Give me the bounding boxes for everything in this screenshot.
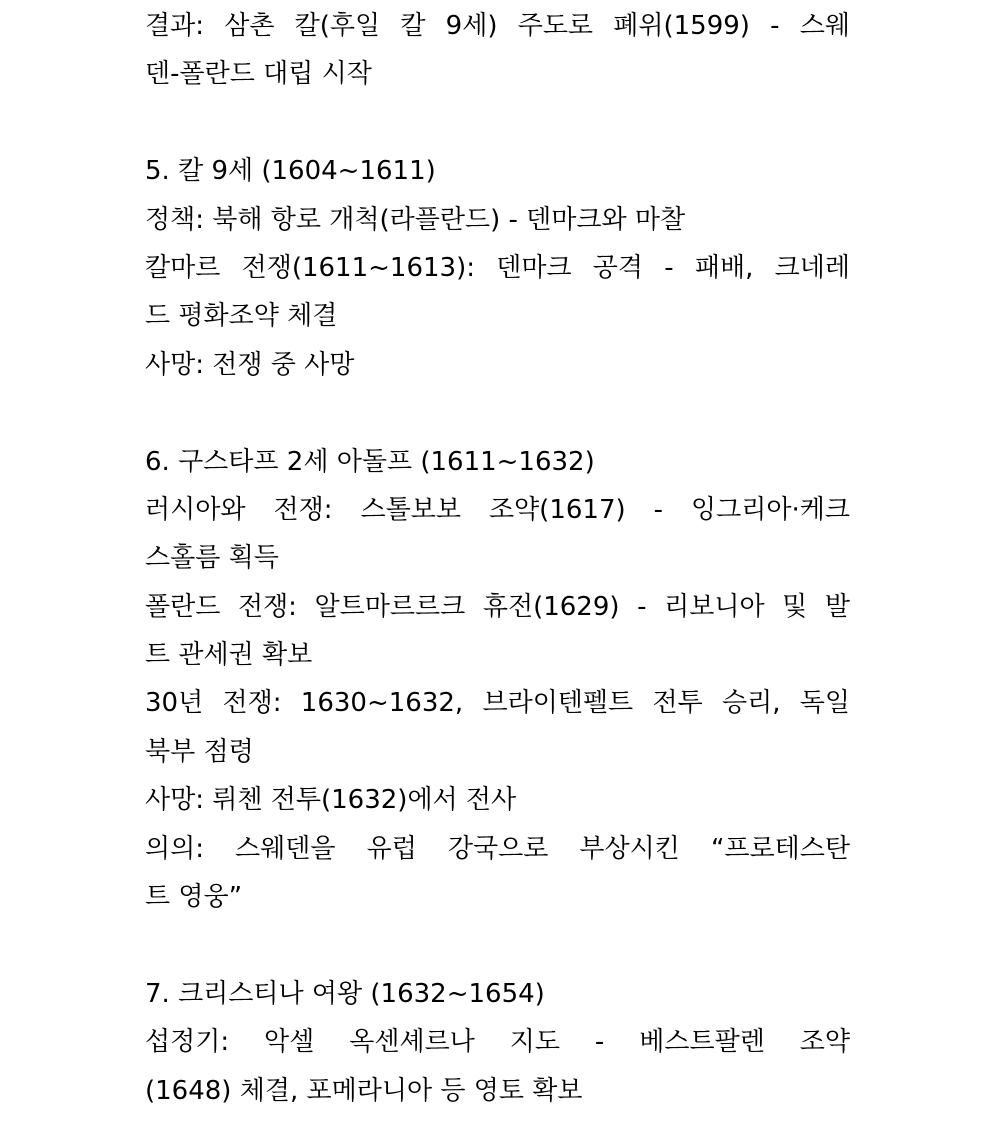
text-line: 스홀름 획득	[145, 543, 279, 574]
text-line: 북부 점령	[145, 736, 254, 767]
paragraph-gap	[145, 99, 850, 147]
document-page	[145, 2, 850, 1115]
text-line: 덴-폴란드 대립 시작	[145, 59, 372, 90]
text-line: 섭정기: 악셀 옥센셰르나 지도 - 베스트팔렌 조약	[145, 1027, 850, 1058]
text-line: 의의: 스웨덴을 유럽 강국으로 부상시킨 “프로테스탄	[145, 833, 850, 864]
text-line: 사망: 전쟁 중 사망	[145, 349, 355, 380]
text-line: 사망: 뤼첸 전투(1632)에서 전사	[145, 785, 517, 816]
text-line: (1648) 체결, 포메라니아 등 영토 확보	[145, 1075, 583, 1106]
text-line: 결과: 삼촌 칼(후일 칼 9세) 주도로 폐위(1599) - 스웨	[145, 11, 850, 41]
text-line: 정책: 북해 항로 개척(라플란드) - 덴마크와 마찰	[145, 204, 686, 235]
section-heading: 6. 구스타프 2세 아돌프 (1611~1632)	[145, 446, 595, 477]
text-line: 폴란드 전쟁: 알트마르르크 휴전(1629) - 리보니아 및 발	[145, 591, 850, 622]
text-line: 러시아와 전쟁: 스톨보보 조약(1617) - 잉그리아·케크	[145, 494, 850, 525]
text-line: 30년 전쟁: 1630~1632, 브라이텐펠트 전투 승리, 독일	[145, 688, 850, 719]
text-line: 칼마르 전쟁(1611~1613): 덴마크 공격 - 패배, 크네레	[145, 252, 850, 283]
section-heading: 5. 칼 9세 (1604~1611)	[145, 156, 436, 187]
paragraph-gap	[145, 389, 850, 437]
paragraph-gap	[145, 921, 850, 969]
text-line: 트 관세권 확보	[145, 640, 313, 671]
text-line: 트 영웅”	[145, 882, 243, 913]
section-heading: 7. 크리스티나 여왕 (1632~1654)	[145, 978, 545, 1009]
text-line: 드 평화조약 체결	[145, 301, 338, 332]
